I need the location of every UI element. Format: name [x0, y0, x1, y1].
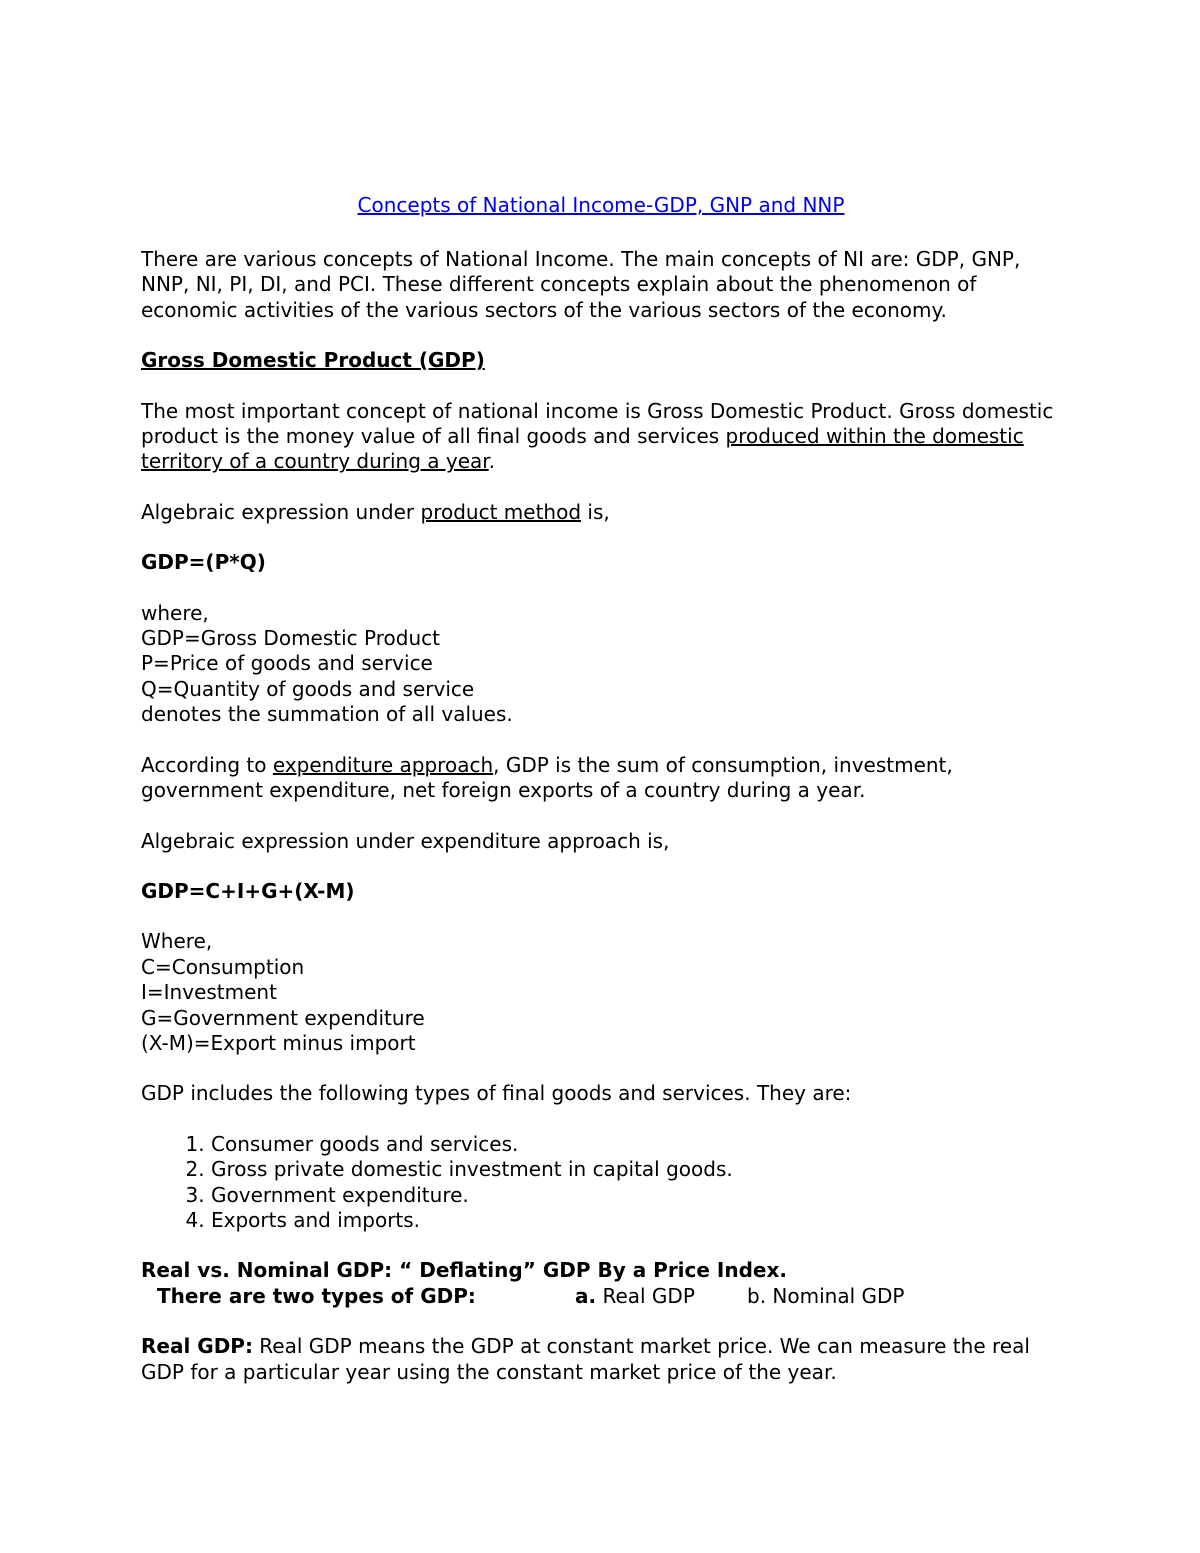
list-item: 3. Government expenditure. — [211, 1183, 1061, 1208]
gdp-definition-paragraph — [141, 399, 1061, 475]
gdp-types-lead: There are two types of GDP: — [157, 1283, 476, 1308]
real-gdp-paragraph — [141, 1334, 1061, 1385]
gdp-definition-text: The most important concept of national income is Gross Domestic Product. Gross domestic product is the money value of all final goods and services — [141, 398, 1054, 449]
expenditure-approach-paragraph — [141, 753, 1061, 804]
gdp-type-a-label: a. — [575, 1283, 597, 1308]
gdp-definition-end: . — [488, 449, 496, 474]
expenditure-after: , GDP is the sum of consumption, investment, government expenditure, net foreign exports of a country during a year. — [141, 752, 953, 803]
expenditure-expression-paragraph: Algebraic expression under expenditure approach is, — [141, 828, 670, 853]
where-block-1 — [141, 601, 1061, 728]
real-gdp-text: Real GDP means the GDP at constant market price. We can measure the real GDP for a particular year using the constant market price of the year. — [141, 1334, 1030, 1384]
gdp-definition-underlined: produced within the domestic territory of a country during a year — [141, 424, 1024, 474]
intro-paragraph: There are various concepts of National Income. The main concepts of NI are: GDP, GNP, NNP, NI, PI, DI, and PCI. These different concepts explain about the phenomenon of economic activities of the various sectors of the various sectors of the economy. — [141, 247, 1021, 322]
document-title-link[interactable]: Concepts of National Income-GDP, GNP and NNP — [357, 193, 845, 217]
gdp-heading: Gross Domestic Product (GDP) — [141, 348, 485, 373]
gdp-type-a — [575, 1284, 747, 1309]
where1-line: P=Price of goods and service — [141, 651, 433, 676]
formula-product-method: GDP=(P*Q) — [141, 550, 266, 575]
where1-line: GDP=Gross Domestic Product — [141, 626, 440, 651]
real-vs-nominal-heading: Real vs. Nominal GDP: “ Deflating” GDP By a Price Index. — [141, 1258, 787, 1283]
formula-expenditure: GDP=C+I+G+(X-M) — [141, 878, 355, 903]
expenditure-before: According to — [141, 752, 273, 777]
list-item: 2. Gross private domestic investment in capital goods. — [211, 1157, 1061, 1182]
list-item: 4. Exports and imports. — [211, 1208, 1061, 1233]
gdp-types-row — [141, 1284, 1061, 1309]
where1-line: where, — [141, 600, 209, 625]
where2-line: G=Government expenditure — [141, 1005, 425, 1030]
document-page — [141, 191, 1061, 1410]
gdp-type-a-text: Real GDP — [596, 1283, 695, 1308]
gdp-type-b: b. Nominal GDP — [747, 1283, 905, 1308]
where-block-2 — [141, 929, 1061, 1056]
list-item: 1. Consumer goods and services. — [211, 1132, 1061, 1157]
where1-line: Q=Quantity of goods and service — [141, 676, 475, 701]
real-gdp-label: Real GDP: — [141, 1334, 253, 1359]
product-method-underlined: product method — [420, 499, 582, 524]
product-method-after: is, — [581, 499, 610, 524]
goods-list — [141, 1132, 1061, 1234]
product-method-paragraph — [141, 500, 1061, 525]
where2-line: Where, — [141, 929, 213, 954]
where2-line: C=Consumption — [141, 954, 305, 979]
where2-line: I=Investment — [141, 980, 277, 1005]
where2-line: (X-M)=Export minus import — [141, 1030, 416, 1055]
includes-paragraph: GDP includes the following types of final goods and services. They are: — [141, 1081, 852, 1106]
expenditure-underlined: expenditure approach — [272, 752, 494, 777]
product-method-before: Algebraic expression under — [141, 499, 421, 524]
where1-line: denotes the summation of all values. — [141, 702, 513, 727]
